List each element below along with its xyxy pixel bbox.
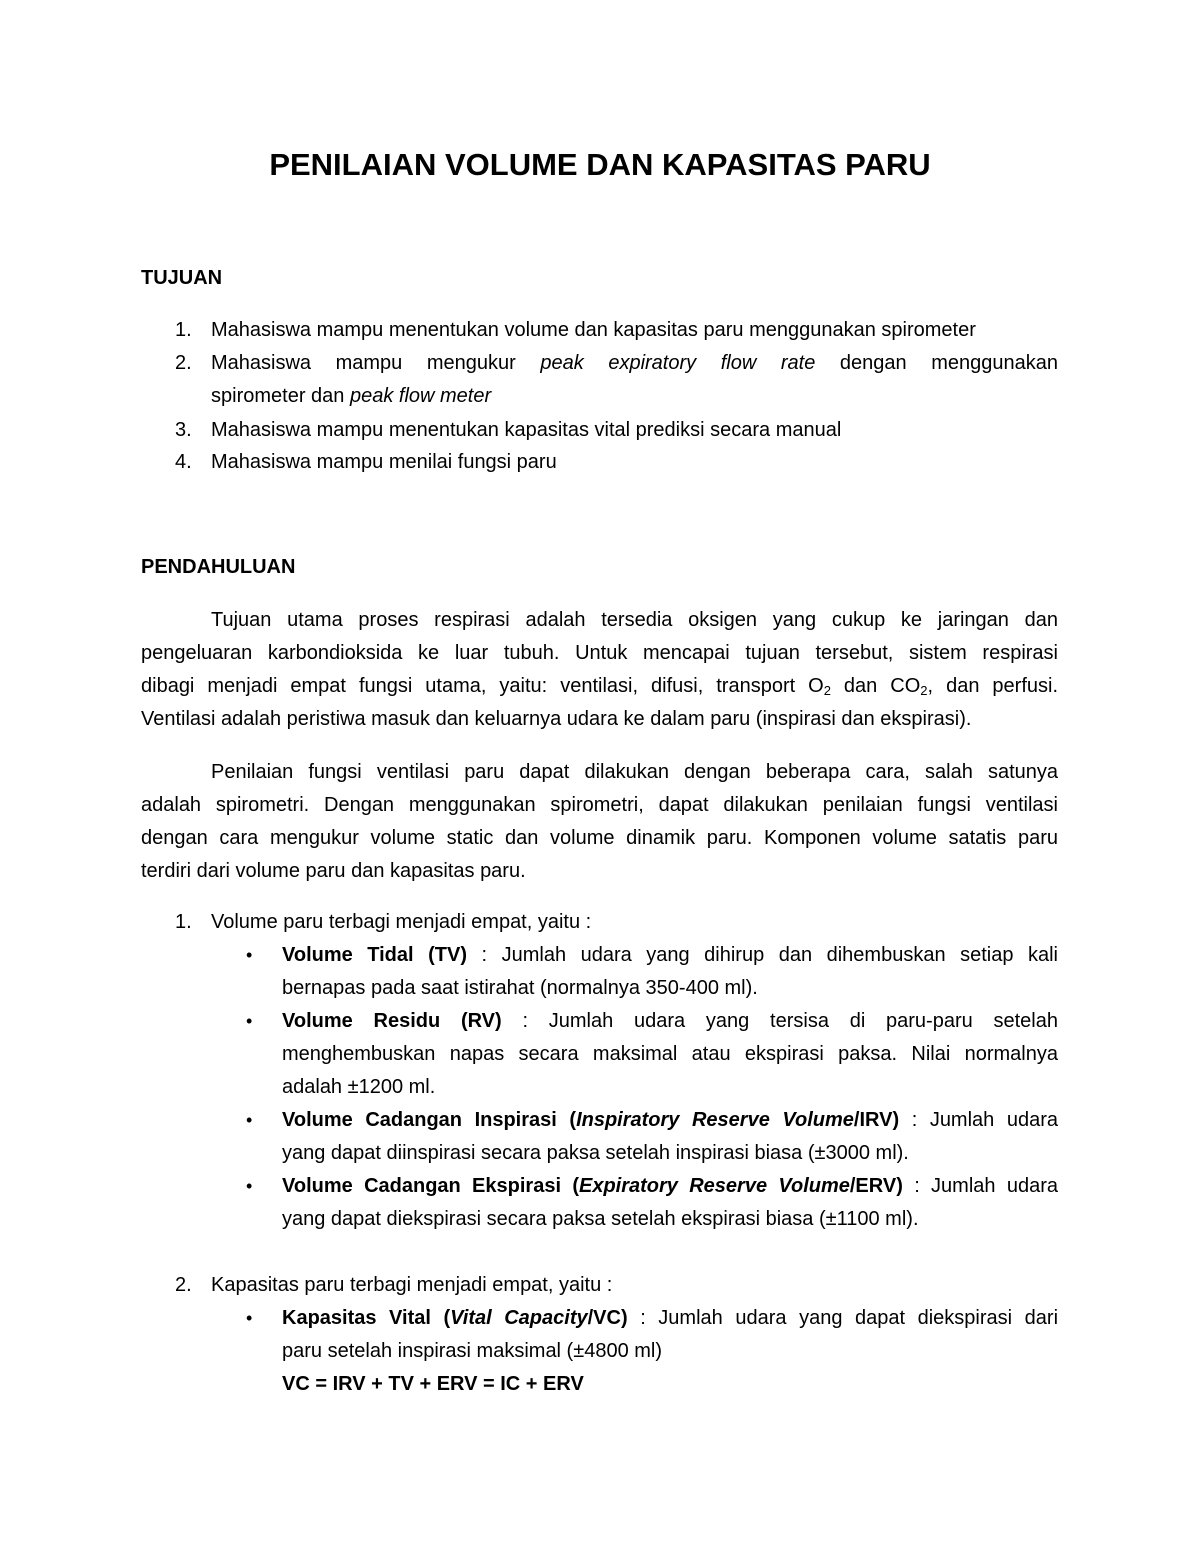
bullet-icon: • (246, 1011, 253, 1031)
bullet-item-continuation: adalah ±1200 ml. (282, 1076, 436, 1098)
text-run: Kapasitas Vital ( (282, 1307, 451, 1329)
subscript: 2 (920, 683, 928, 698)
paragraph-line: Penilaian fungsi ventilasi paru dapat dilakukan dengan beberapa cara, salah satunya (211, 761, 1058, 783)
italic-term: Expiratory Reserve Volume (578, 1175, 850, 1197)
bullet-icon: • (246, 945, 253, 965)
bullet-item-continuation: bernapas pada saat istirahat (normalnya 350-400 ml). (282, 977, 758, 999)
bullet-icon: • (246, 1110, 253, 1130)
italic-term: peak flow meter (349, 385, 492, 407)
list-number: 1. (175, 319, 192, 341)
paragraph-line: pengeluaran karbondioksida ke luar tubuh. Untuk mencapai tujuan tersebut, sistem respirasi (141, 642, 1058, 664)
bullet-icon: • (246, 1176, 253, 1196)
text-run: /ERV) (849, 1175, 903, 1197)
list-item: Mahasiswa mampu menentukan kapasitas vital prediksi secara manual (211, 419, 842, 441)
term-bold: Volume Tidal (TV) (282, 944, 467, 966)
text-run: dibagi menjadi empat fungsi utama, yaitu: ventilasi, difusi, transport O (141, 675, 824, 697)
italic-term: Vital Capacity (450, 1307, 588, 1329)
subscript: 2 (823, 683, 831, 698)
bullet-item-continuation: yang dapat diinspirasi secara paksa setelah inspirasi biasa (±3000 ml). (282, 1142, 909, 1164)
text-run: : Jumlah udara yang dihirup dan dihembuskan setiap kali (481, 944, 1058, 966)
bullet-item (282, 1303, 1058, 1333)
paragraph-line: dengan cara mengukur volume static dan volume dinamik paru. Komponen volume satatis paru (141, 827, 1058, 849)
text-run: spirometer dan (211, 385, 345, 407)
paragraph-line: adalah spirometri. Dengan menggunakan spirometri, dapat dilakukan penilaian fungsi ventilasi (141, 794, 1058, 816)
text-run: dan CO (830, 675, 921, 697)
bullet-item (282, 1105, 1058, 1135)
paragraph-line: terdiri dari volume paru dan kapasitas paru. (141, 860, 526, 882)
text-run: : Jumlah udara yang dapat diekspirasi dari (640, 1307, 1059, 1329)
list-item: Mahasiswa mampu menilai fungsi paru (211, 451, 557, 473)
list-item: Mahasiswa mampu menentukan volume dan kapasitas paru menggunakan spirometer (211, 319, 976, 341)
list-number: 2. (175, 1274, 192, 1296)
italic-term: Inspiratory Reserve Volume (576, 1109, 854, 1131)
paragraph-line (141, 671, 1058, 701)
list-item-continuation (211, 381, 491, 411)
text-run: /VC) (587, 1307, 628, 1329)
section-heading-tujuan: TUJUAN (141, 267, 223, 289)
text-run: : Jumlah udara (914, 1175, 1058, 1197)
bullet-item-continuation: yang dapat diekspirasi secara paksa setelah ekspirasi biasa (±1100 ml). (282, 1208, 919, 1230)
list-number: 2. (175, 352, 192, 374)
text-run: Volume Cadangan Inspirasi ( (282, 1109, 577, 1131)
list-item (211, 348, 1058, 378)
bullet-icon: • (246, 1308, 253, 1328)
term-bold: Volume Residu (RV) (282, 1010, 502, 1032)
text-run: : Jumlah udara yang tersisa di paru-paru setelah (522, 1010, 1058, 1032)
text-run: Mahasiswa mampu mengukur (211, 352, 516, 374)
paragraph-line: Ventilasi adalah peristiwa masuk dan keluarnya udara ke dalam paru (inspirasi dan ekspirasi). (141, 708, 972, 730)
bullet-item (282, 940, 1058, 970)
paragraph-line: Tujuan utama proses respirasi adalah tersedia oksigen yang cukup ke jaringan dan (211, 609, 1058, 631)
section-heading-pendahuluan: PENDAHULUAN (141, 556, 296, 578)
list-number: 3. (175, 419, 192, 441)
text-run: , dan perfusi. (927, 675, 1059, 697)
text-run: : Jumlah udara (911, 1109, 1059, 1131)
bullet-item-continuation: menghembuskan napas secara maksimal atau ekspirasi paksa. Nilai normalnya (282, 1043, 1058, 1065)
bullet-item (282, 1006, 1058, 1036)
bullet-item-continuation: paru setelah inspirasi maksimal (±4800 ml) (282, 1340, 663, 1362)
text-run: Volume Cadangan Ekspirasi ( (282, 1175, 579, 1197)
text-run: dengan menggunakan (839, 352, 1058, 374)
list-item: Volume paru terbagi menjadi empat, yaitu : (211, 911, 592, 933)
page-title: PENILAIAN VOLUME DAN KAPASITAS PARU (269, 147, 931, 182)
formula: VC = IRV + TV + ERV = IC + ERV (282, 1373, 584, 1395)
list-number: 4. (175, 451, 192, 473)
text-run: /IRV) (853, 1109, 900, 1131)
list-number: 1. (175, 911, 192, 933)
term-bold (282, 1175, 903, 1197)
list-item: Kapasitas paru terbagi menjadi empat, yaitu : (211, 1274, 613, 1296)
term-bold (282, 1307, 628, 1329)
term-bold (282, 1109, 899, 1131)
italic-term: peak expiratory flow rate (540, 352, 816, 374)
bullet-item (282, 1171, 1058, 1201)
